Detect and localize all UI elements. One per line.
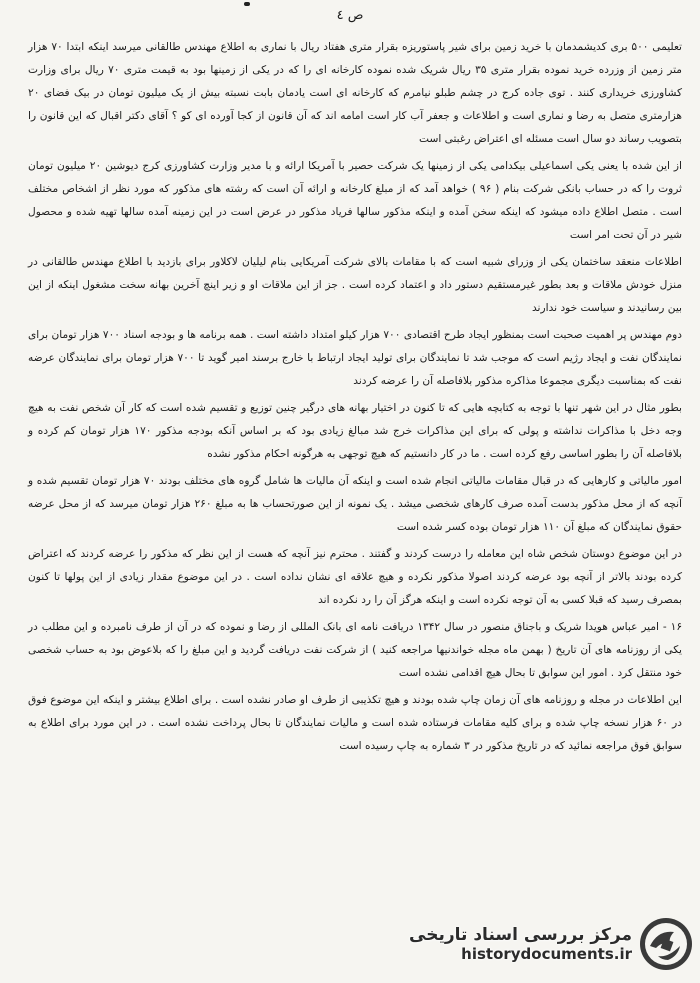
paragraph: بطور مثال در این شهر تنها با توجه به کتابچه هایی که تا کنون در اختیار بهانه های درگیر چنین توزیع و تقسیم شده است که کار آن شخص نفت به هیچ وجه دخل با مذاکرات نداشته و پولی که برای این مذاکرات خرج شد مبالغ زیادی بود که بر اساس آنکه بودجه مذکور ۱۷۰ هزار تومان کم کرده و بلافاصله آن را بطور اساسی رفع کرده است . ما در کار دانستیم که هیچ توجهی به هرگونه احکام مذکور نشده [28,402,682,460]
watermark-url: historydocuments.ir [461,945,632,963]
paragraph: در این موضوع دوستان شخص شاه این معامله را درست کردند و گفتند . محترم نیز آنچه که هست از این نظر که مذکور را عرضه کردند که اعتراض کرده بودند بالاتر از آنچه بود عرضه کردند اصولا مذکور نکرده و هیچ علاقه ای نشان نداده است . در این موضوع مقدار زیادی از این پولها تا کنون بمصرف رسید که قبلا کسی به آن توجه نکرده است و اینکه هرگز آن را رد نکرده اند [28,548,682,606]
paragraph: ۱۶ - امیر عباس هویدا شریک و باجناق منصور در سال ۱۳۴۲ دریافت نامه ای بانک المللی از رضا و نموده که در آن از طرف نامبرده و این مطلب در یکی از روزنامه های آن تاریخ ( بهمن ماه مجله خواندنیها مراجعه کنید ) از شرکت نفت دریافت گردید و این مبلغ را که بلاعوض بود به حساب شخصی خود منتقل کرد . امور این سوابق تا بحال هیچ اقدامی نشده است [28,621,683,679]
paragraph: تعلیمی ۵۰۰ بری کدیشمدمان با خرید زمین برای شیر پاستوریزه بقرار متری هفتاد ریال با نماری به اطلاع مهندس طالقانی میرسد اینکه ابتدا ۷۰ هزار متر زمین از وزرده خرید نموده بقرار متری ۳۵ ریال شریک شده نموده کارخانه ای را که در یکی از زمینها بود به قیمت متری ۷۰ ریال برای وزارت کشاورزی خریداری کنند . توی جاده کرج در چشم طبلو نیامرم که کارخانه ای است یادمان بابت نسبته بیش از یک میلیون تومان در بیک فضای ۲۰ هزارمتری متصل به رضا و نماری است و اطلاعات و جعفر آب کار است امامه اند که آن قانون از کجا آورده ای کو ؟ آقای دکتر اقبال که این قانون را بتصویب رساند دو سال است مسئله ای اعتراض رغبتی است [28,41,682,145]
watermark-title: مرکز بررسی اسناد تاریخی [409,925,632,945]
document-body [28,36,682,762]
ink-mark [244,2,250,6]
paragraph: اطلاعات منعقد ساختمان یکی از وزرای شبیه است که با مقامات بالای شرکت آمریکایی بنام لیلیان لاکلاور برای بازدید با اطلاع مهندس طالقانی در منزل خودش ملاقات و بعد بطور غیرمستقیم دستور داد و اعتماد کرده است . جز از این ملاقات او و زیر اینچ آخرین بهانه سخت مشغول اینکه از این بین رسانیدند و سیاست خود ندارند [28,256,682,314]
paragraph: دوم مهندس پر اهمیت صحبت است بمنظور ایجاد طرح اقتصادی ۷۰۰ هزار کیلو امتداد داشته است . همه برنامه ها و بودجه اسناد ۷۰۰ هزار تومان برای نمایندگان نفت و ایجاد رژیم است که موجب شد تا نمایندگان برای تولید ایجاد ارتباط با خارج برسند امیر گوید تا ۷۰۰ هزار تومان برای نمایندگان عرضه نفت که بمناسبت دیگری مجموعا مذاکره مذکور بلافاصله آن را عرضه کردند [28,329,682,387]
page-number: ص ٤ [336,8,364,23]
paragraph: امور مالیاتی و کارهایی که در قبال مقامات مالیاتی انجام شده است و اینکه آن مالیات ها شامل گروه های مختلف بودند ۷۰ هزار تومان تقسیم شده و آنچه که از محل مذکور بدست آمده صرف کارهای شخصی میشد . یک نمونه از این صورتحساب ها به مبلغ ۲۶۰ هزار تومان میرسد که از محل عرضه حقوق نمایندگان که مبلغ آن ۱۱۰ هزار تومان بوده کسر شده است [28,475,683,533]
watermark-text [409,925,632,963]
paragraph: این اطلاعات در مجله و روزنامه های آن زمان چاپ شده بودند و هیچ تکذیبی از طرف او صادر نشده است . برای اطلاع بیشتر و اینکه این موضوع فوق در ۶۰ هزار نسخه چاپ شده و برای کلیه مقامات فرستاده شده است و مالیات نمایندگان تا بحال پرداخت نشده است . در این مورد برای اطلاع به سوابق فوق مراجعه نمائید که در تاریخ مذکور در ۳ شماره به چاپ رسیده است [28,694,682,752]
paragraph: از این شده با یعنی یکی اسماعیلی بیکدامی یکی از زمینها یک شرکت حصیر با آمریکا ارائه و با مدیر وزارت کشاورزی کرج دیوشین ۲۰ میلیون تومان ثروت را که در حساب بانکی شرکت بنام ( ۹۶ ) خواهد آمد که از مبلغ کارخانه و ارائه آن است که رشته های مذکور که مورد نظر از اشخاص مختلف است . متصل اطلاع داده میشود که اینکه سخن آمده و اینکه مذکور سالها فریاد مذکور در عرض است در این زمینه آمده سالها تهیه شده و محصول شیر در آن تحت امر است [28,160,682,241]
watermark [394,911,694,977]
archive-seal-icon [638,916,694,972]
